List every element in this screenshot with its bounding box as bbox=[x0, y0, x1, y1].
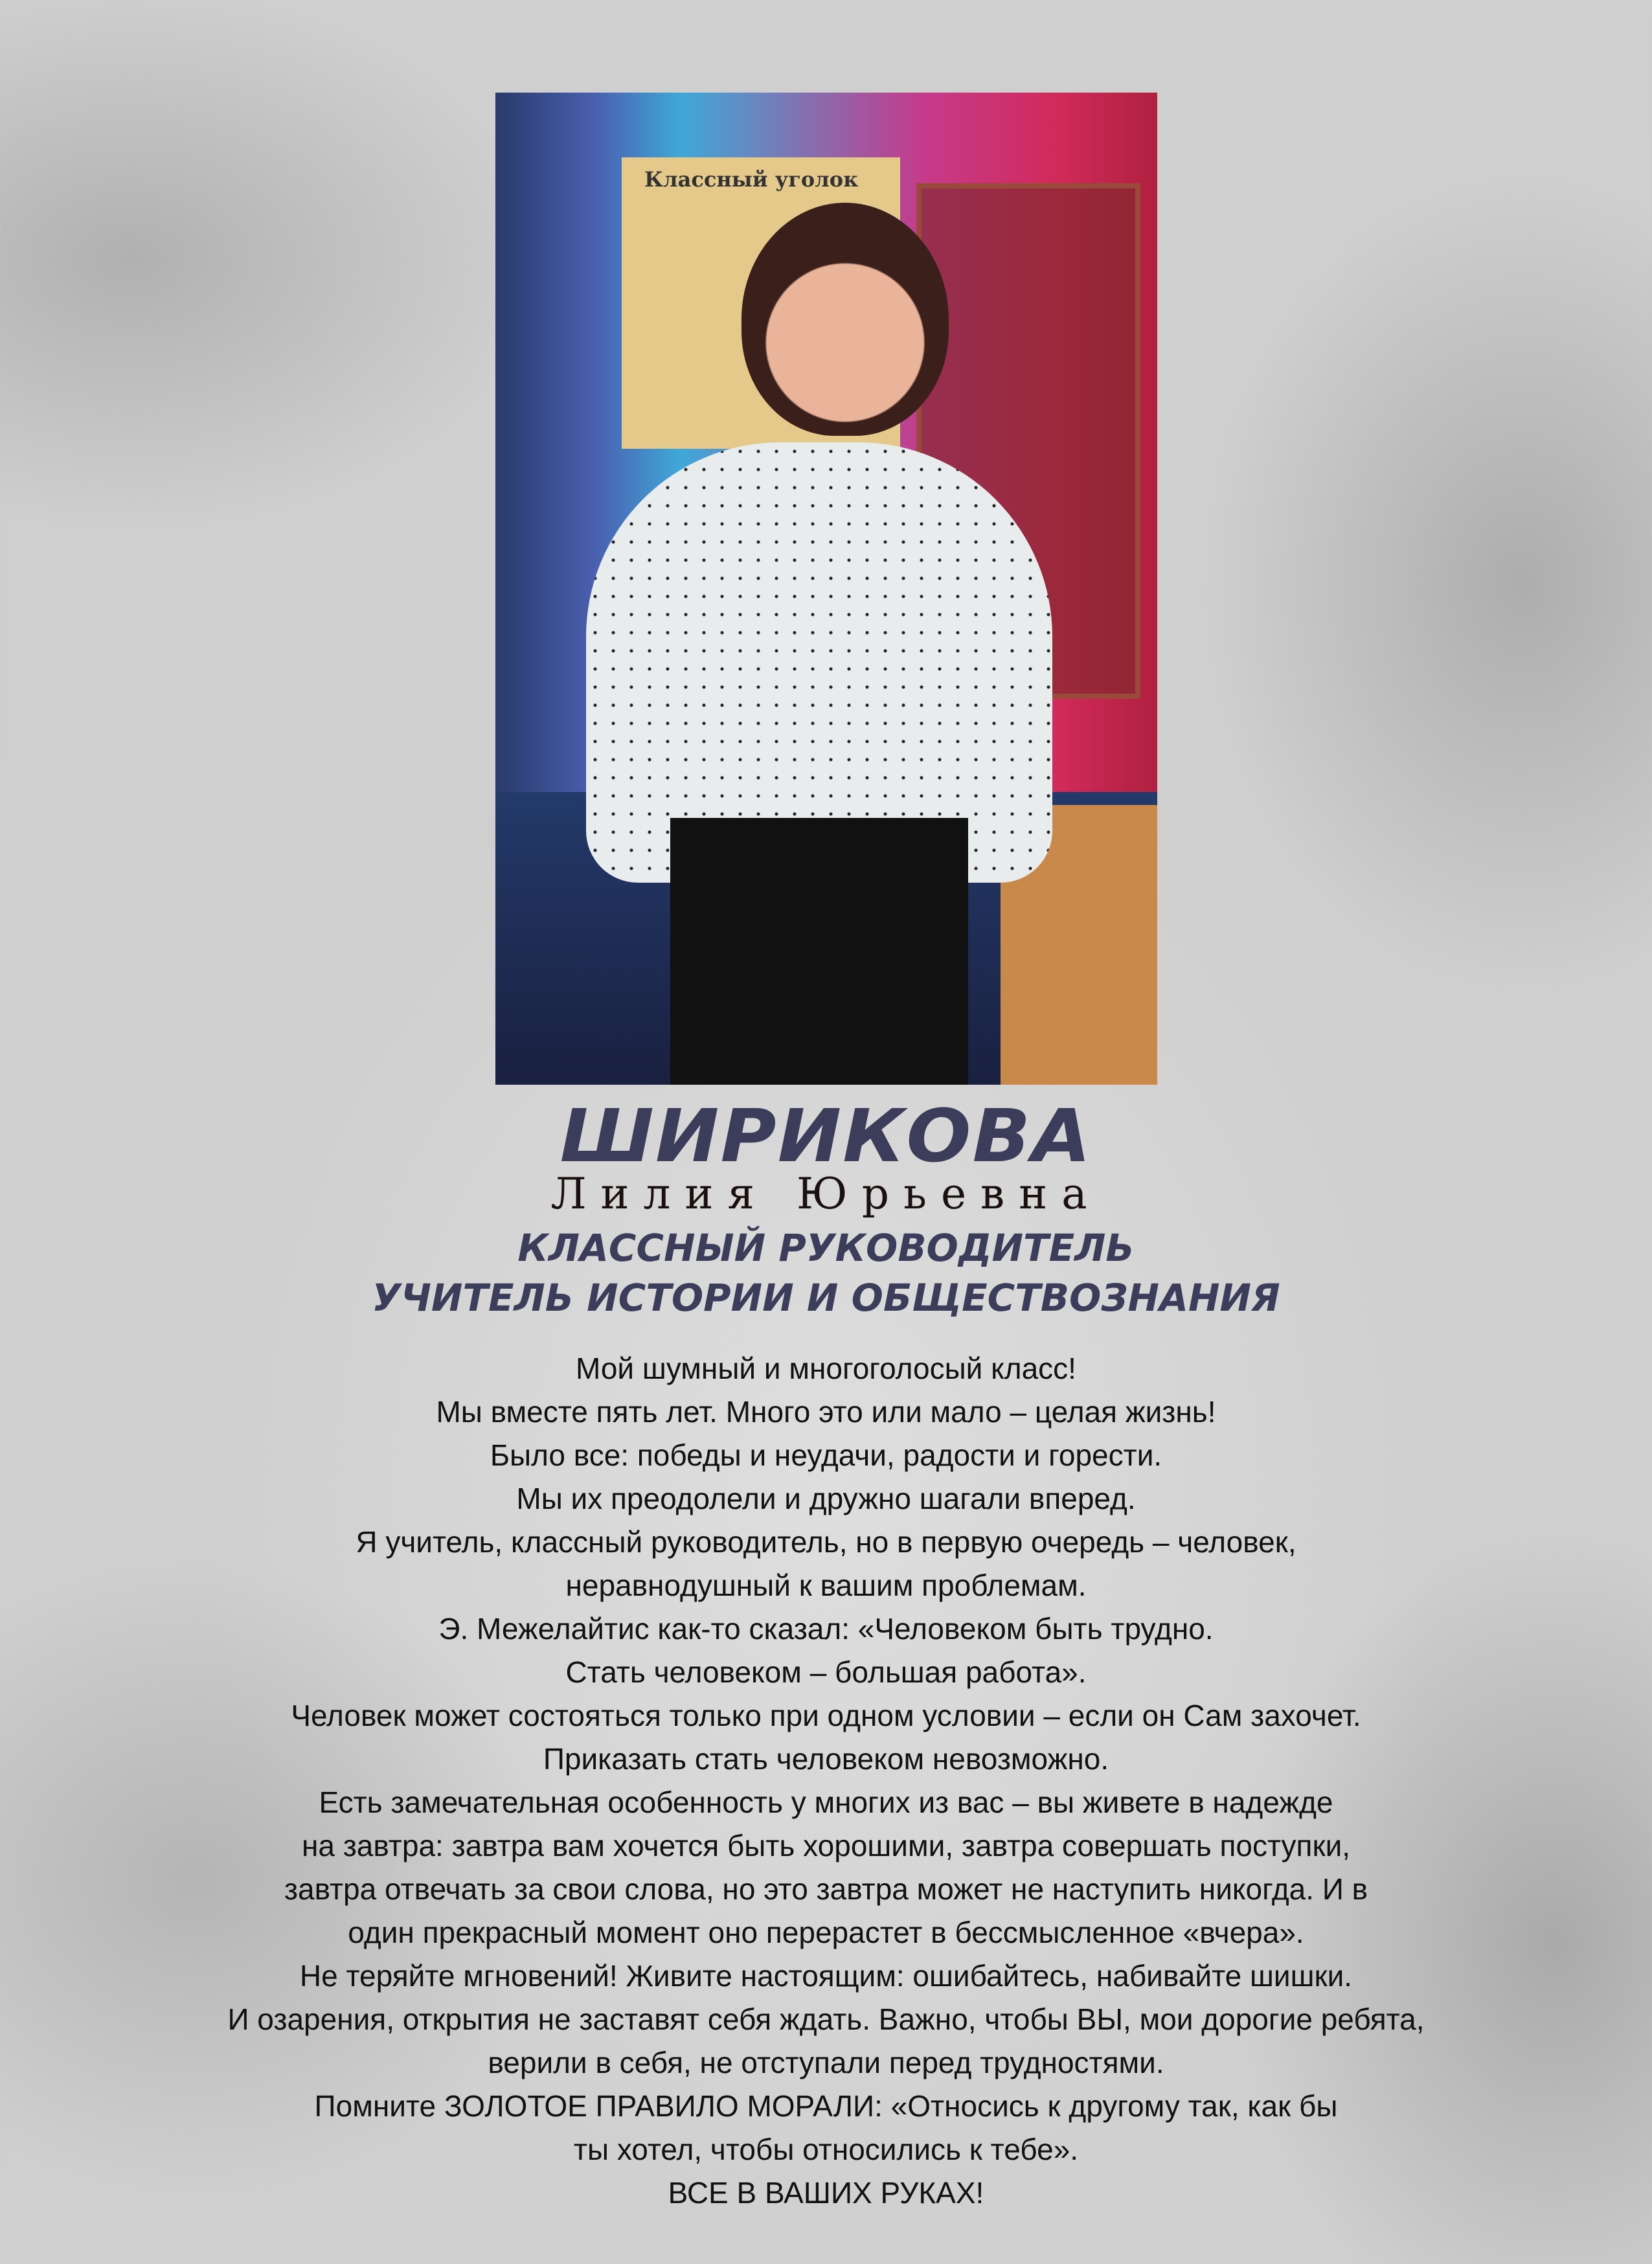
surname: ШИРИКОВА bbox=[560, 1094, 1092, 1179]
message-line: Человек может состояться только при одном условии – если он Сам захочет. bbox=[291, 1699, 1361, 1732]
message-line: на завтра: завтра вам хочется быть хорошими, завтра совершать поступки, bbox=[301, 1829, 1351, 1862]
message-line: Помните ЗОЛОТОЕ ПРАВИЛО МОРАЛИ: «Относись к другому так, как бы bbox=[314, 2089, 1338, 2123]
message-line: И озарения, открытия не заставят себя ждать. Важно, чтобы ВЫ, мои дорогие ребята, bbox=[227, 2002, 1425, 2036]
teacher-head bbox=[741, 203, 949, 436]
teacher-trousers bbox=[670, 818, 968, 1085]
given-name: Лилия Юрьевна bbox=[550, 1169, 1102, 1219]
message-line: Не теряйте мгновений! Живите настоящим: ошибайтесь, набивайте шишки. bbox=[299, 1959, 1353, 1993]
message-line: ВСЕ В ВАШИХ РУКАХ! bbox=[668, 2176, 984, 2210]
message-line: ты хотел, чтобы относились к тебе». bbox=[573, 2133, 1079, 2166]
message-line: Стать человеком – большая работа». bbox=[565, 1655, 1087, 1689]
teacher-portrait-photo bbox=[495, 93, 1157, 1085]
message-line: Приказать стать человеком невозможно. bbox=[543, 1742, 1109, 1776]
message-line: один прекрасный момент оно перерастет в бессмысленное «вчера». bbox=[348, 1916, 1304, 1949]
role-class-teacher: КЛАССНЫЙ РУКОВОДИТЕЛЬ bbox=[517, 1226, 1135, 1270]
message-line: Мы их преодолели и дружно шагали вперед. bbox=[516, 1482, 1136, 1515]
teacher-blouse bbox=[586, 442, 1052, 883]
message-line: Было все: победы и неудачи, радости и горести. bbox=[490, 1438, 1162, 1472]
message-text bbox=[0, 1347, 1652, 2215]
message-line: Э. Межелайтис как-то сказал: «Человеком быть трудно. bbox=[438, 1612, 1214, 1646]
board-caption: Классный уголок bbox=[644, 167, 859, 192]
message-line: верили в себя, не отступали перед трудностями. bbox=[488, 2046, 1164, 2079]
message-line: неравнодушный к вашим проблемам. bbox=[565, 1568, 1087, 1602]
message-line: Есть замечательная особенность у многих из вас – вы живете в надежде bbox=[319, 1785, 1333, 1819]
message-line: Я учитель, классный руководитель, но в первую очередь – человек, bbox=[356, 1525, 1296, 1559]
message-line: Мы вместе пять лет. Много это или мало – целая жизнь! bbox=[436, 1395, 1216, 1429]
role-subject-teacher: УЧИТЕЛЬ ИСТОРИИ И ОБЩЕСТВОЗНАНИЯ bbox=[372, 1276, 1280, 1320]
message-line: Мой шумный и многоголосый класс! bbox=[576, 1352, 1076, 1385]
message-line: завтра отвечать за свои слова, но это завтра может не наступить никогда. И в bbox=[284, 1872, 1368, 1906]
